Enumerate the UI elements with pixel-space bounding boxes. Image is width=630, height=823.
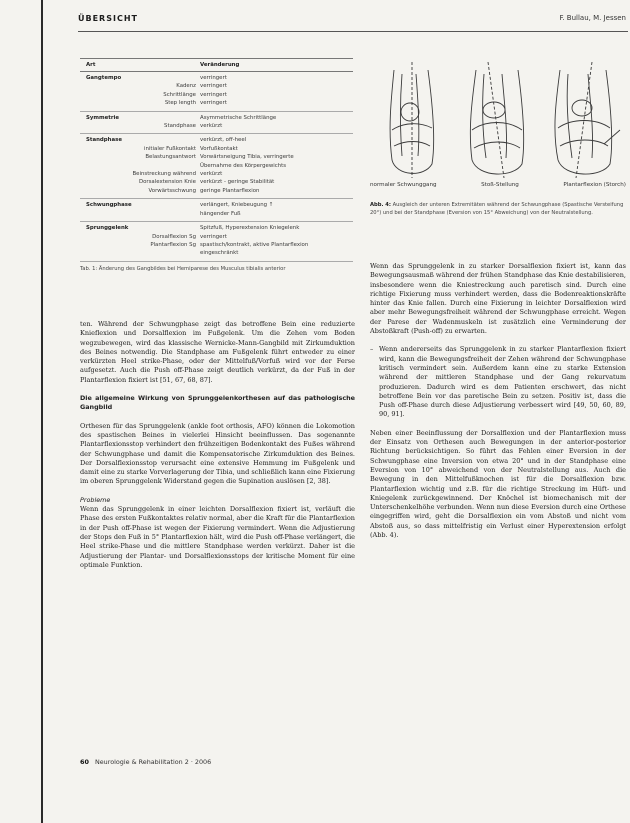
table-row [80, 82, 353, 90]
table-row [80, 201, 353, 209]
table-cell-change: verringert [200, 75, 227, 81]
table-cell-type: Schrittlänge [163, 91, 196, 98]
table-cell-type [80, 249, 200, 257]
paragraph-dorsalflexion: Wenn das Sprunggelenk in zu starker Dorsalflexion fixiert ist, kann das Bewegungsausmaß während der frühen Standphase das Knie destabilisieren, insbesondere wenn die Kniestreckung auch paretisch sind. Durch eine richtige Fixierung muss verhindert werden, dass die Bodenreaktionskräfte hinter das Knie fallen. Durch eine Fixierung in leichter Dorsalflexion wird aber mehr Bewegungsfreiheit während der Schwungphase erreicht. Wegen der Parese der Wadenmuskeln ist zusätzlich eine Verminderung der Abstoßkraft (Push-off) zu erwarten. [370, 262, 626, 336]
table-row [80, 210, 353, 218]
table-cell-type: Dorsalflexion Sg [152, 233, 196, 240]
table-cell-type: Belastungsantwort [145, 154, 196, 161]
left-column [80, 320, 355, 579]
table-cell-change: Asymmetrische Schrittlänge [200, 114, 277, 121]
table-row [80, 178, 353, 186]
table-cell-type: Standphase [86, 137, 122, 144]
table-row [80, 122, 353, 130]
table-row [80, 249, 353, 257]
table-cell-change: Spitzfuß, Hyperextension Kniegelenk [200, 225, 300, 232]
list-item: – Wenn andererseits das Sprunggelenk in zu starker Plantarflexion fixiert wird, kann die Bewegungsfreiheit der Zehen während der Schwungphase kritisch vermindert sein. Außerdem kann eine zu starke Extension während der mittleren Standphase und der Gang rekurvatum produzieren. Dadurch wird es dem Patienten erschwert, das nicht betroffene Bein vor das paretische Bein zu setzen. Positiv ist, dass die Push off-Phase durch diese Adjustierung verbessert wird [49, 50, 60, 89, 90, 91]. [370, 345, 626, 419]
table-cell-change: Vorfußkontakt [200, 145, 238, 152]
section-title: ÜBERSICHT [78, 14, 138, 23]
table-group [80, 199, 353, 222]
table-row [80, 162, 353, 170]
table-cell-type: Kadenz [176, 83, 196, 90]
paragraph-eversion: Neben einer Beeinflussung der Dorsalflexion und der Plantarflexion muss der Einsatz von Orthesen auch Bewegungen in der anterior-posterior Richtung berücksichtigen. So führt das Fehlen einer Eversion in der Schwungphase eine Inversion von etwa 20° und in der Standphase eine Eversion von 10° abweichend von der Neutralstellung aus. Auch die Bewegung in den Mittelfußknochen ist für die Dorsalflexion bzw. Plantarflexion wichtig und z.B. für die richtige Streckung im Hüft- und Kniegelenk zurückgewinnend. Der Knöchel ist biomechanisch mit der Unterschenkelhöhe verbunden. Wenn nun diese Eversion durch eine Orthese eingegriffen wird, geht die Dorsalflexion ein vom Abstoß und nicht vom Abstoß aus, so dass mittelfristig ein Verlust einer Hyperextension erfolgt (Abb. 4). [370, 428, 626, 540]
table-row [80, 241, 353, 249]
table-cell-change: verkürzt [200, 171, 223, 178]
page-edge-rule [41, 0, 43, 823]
table-cell-change: verlängert, Kniebeugung ↑ [200, 202, 274, 209]
paragraph-problems: Wenn das Sprunggelenk in einer leichten Dorsalflexion fixiert ist, verläuft die Phase des ersten Fußkontaktes relativ normal, aber die Kraft für die Plantarflexion in der Push off-Phase ist wegen der Fixierung vermindert. Wenn die Adjustierung der Stops den Fuß in 5° Plantarflexion hält, wird die Push off-Phase verlängert, die Heel strike-Phase und die mittlere Standphase werden verkürzt. Daher ist die Adjustierung der Plantar- und Dorsalflexionsstops der kritische Moment für eine optimale Funktion. [80, 505, 355, 569]
table-cell-change: verkürzt [200, 123, 223, 130]
table-cell-type: Plantarflexion Sg [150, 241, 196, 248]
section-heading: Die allgemeine Wirkung von Sprunggelenkorthesen auf das pathologische Gangbild [80, 394, 355, 412]
foot-skeleton-illustration [376, 60, 626, 182]
table-cell-type: Sprunggelenk [86, 225, 129, 232]
table-header-change: Veränderung [200, 62, 240, 68]
figure-label-normal: normaler Schwunggang [370, 182, 437, 188]
table-header-row [80, 58, 353, 72]
table-cell-type: initialer Fußkontakt [144, 145, 196, 152]
table-cell-change: Vorwärtsneigung Tibia, verringerte [200, 154, 294, 161]
page-number: 60 [80, 758, 89, 766]
foot-orthosis-figure [376, 60, 626, 194]
header-authors: F. Bullau, M. Jessen [559, 14, 626, 22]
table-cell-type: Beinstreckung während [132, 171, 196, 178]
table-row [80, 136, 353, 144]
header-divider [78, 31, 628, 32]
table-cell-type: Step length [164, 100, 196, 107]
figure-caption-number: Abb. 4: [370, 202, 391, 208]
table-cell-change: spastisch/kontrakt, aktive Plantarflexion [200, 241, 309, 248]
table-cell-type: Schwungphase [86, 202, 132, 209]
paragraph-swing-phase: ten. Während der Schwungphase zeigt das betroffene Bein eine reduzierte Knieflexion und Dorsalflexion im Fußgelenk. Um die Zehen vom Boden wegzubewegen, wird das klassische Wernicke-Mann-Gangbild mit Zirkumduktion des Beines notwendig. Die Standphase am Fußgelenk führt entweder zu einer verkürzten Heel strike-Phase, oder der Mittelfuß/Vorfuß wird vor der Ferse aufgesetzt. Auch die Push off-Phase zeigt deutlich verkürzt, da der Fuß in der Plantarflexion fixiert ist [51, 67, 68, 87]. [80, 320, 355, 384]
bullet-list [370, 345, 626, 419]
table-cell-change: hängender Fuß [200, 210, 241, 217]
table-group [80, 72, 353, 112]
table-cell-change: verringert [200, 100, 227, 107]
table-row [80, 114, 353, 122]
table-cell-type [80, 210, 200, 218]
table-group [80, 134, 353, 199]
table-row [80, 145, 353, 153]
table-row [80, 224, 353, 232]
table-cell-change: verkürzt, off-heel [200, 137, 247, 144]
journal-name: Neurologie & Rehabilitation 2 · 2006 [94, 758, 212, 766]
table-cell-change: geringe Plantarflexion [200, 187, 260, 194]
table-cell-change: verringert [200, 83, 227, 90]
table-cell-type: Gangtempo [86, 75, 122, 81]
table-cell-type: Symmetrie [86, 114, 120, 121]
table-row [80, 187, 353, 195]
table-cell-type: Vorwärtsschwung [148, 187, 196, 194]
table-cell-change: verkürzt - geringe Stabilität [200, 179, 275, 186]
table-body [80, 72, 353, 262]
table-row [80, 233, 353, 241]
table-cell-type: Dorsalextension Knie [138, 179, 196, 186]
table-row [80, 170, 353, 178]
table-group [80, 222, 353, 262]
table-row [80, 91, 353, 99]
figure-label-plantarflexion: Plantarflexion (Storch) [563, 182, 626, 188]
figure-caption-text: Ausgleich der unteren Extremitäten während der Schwungphase (Spastische Versteifung 20°) und bei der Standphase (Eversion von 15° Abweichung) von der Neutralstellung. [370, 202, 624, 216]
table-cell-change: verringert [200, 233, 227, 240]
table-caption: Tab. 1: Änderung des Gangbildes bei Hemiparese des Musculus tibialis anterior [80, 265, 286, 272]
gait-change-table [80, 58, 353, 272]
table-row [80, 74, 353, 82]
page-footer [80, 758, 211, 766]
table-cell-change: verringert [200, 91, 227, 98]
table-cell-change: eingeschränkt [200, 250, 239, 257]
table-row [80, 99, 353, 107]
figure-caption [370, 201, 626, 217]
page-header [78, 14, 628, 30]
subheading-problems: Probleme [80, 495, 111, 504]
right-column [370, 262, 626, 549]
table-row [80, 153, 353, 161]
table-group [80, 112, 353, 135]
table-cell-type [80, 162, 200, 170]
table-cell-change: Übernahme des Körpergewichts [200, 162, 287, 169]
figure-label-stoss: Stoß-Stellung [481, 182, 519, 188]
table-cell-type: Standphase [164, 123, 196, 130]
table-header-type: Art [86, 62, 96, 68]
paragraph-orthosis-effect: Orthesen für das Sprunggelenk (ankle foot orthosis, AFO) können die Lokomotion des spastischen Beines in vielerlei Hinsicht beeinflussen. Das sogenannte Plantarflexionsstop verhindert den frühzeitigen Bodenkontakt des Fußes während der Schwungphase und damit die Kompensatorische Zirkumduktion des Beines. Der Dorsalflexionsstop verursacht eine extensive Hemmung im Fußgelenk und damit eine zu starke Vorverlagerung der Tibia, und schließlich kann eine Fixierung im oberen Sprunggelenk Widerstand gegen die Supination auslösen [2, 38]. [80, 421, 355, 486]
figure-labels [370, 182, 626, 188]
